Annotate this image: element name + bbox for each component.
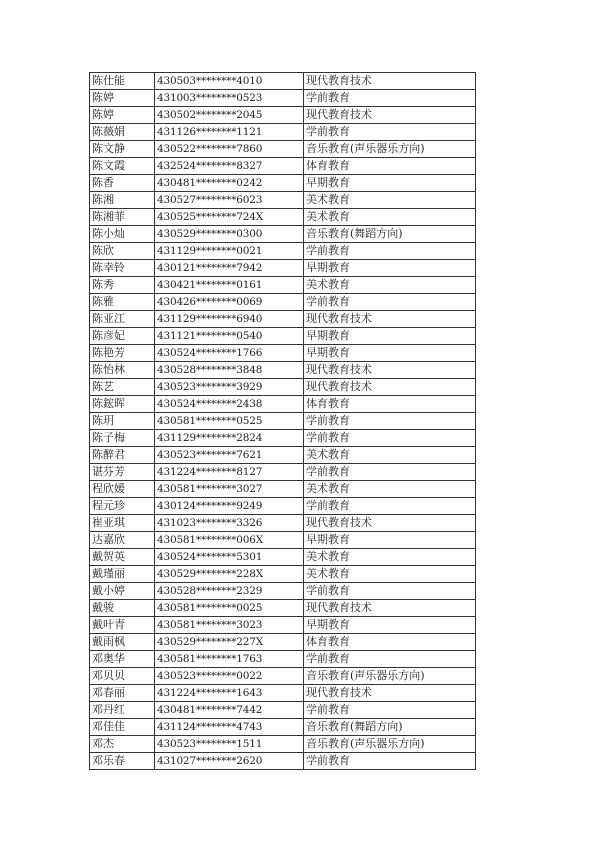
table-row <box>90 515 476 532</box>
major-cell: 美术教育 <box>304 447 476 464</box>
id-cell: 430581********3027 <box>155 481 304 498</box>
table-row <box>90 617 476 634</box>
name-cell: 戴小婷 <box>90 583 155 600</box>
major-cell: 音乐教育(舞蹈方向) <box>304 226 476 243</box>
table-row <box>90 243 476 260</box>
name-cell: 陈秀 <box>90 277 155 294</box>
table-row <box>90 294 476 311</box>
table-row <box>90 736 476 753</box>
major-cell: 音乐教育(声乐器乐方向) <box>304 736 476 753</box>
id-cell: 430523********3929 <box>155 379 304 396</box>
id-cell: 430581********006X <box>155 532 304 549</box>
table-row <box>90 702 476 719</box>
table-row <box>90 362 476 379</box>
name-cell: 达嘉欣 <box>90 532 155 549</box>
major-cell: 早期教育 <box>304 345 476 362</box>
major-cell: 学前教育 <box>304 430 476 447</box>
id-cell: 430529********0300 <box>155 226 304 243</box>
table-row <box>90 107 476 124</box>
name-cell: 陈婷 <box>90 107 155 124</box>
name-cell: 陈亚江 <box>90 311 155 328</box>
id-cell: 430481********7442 <box>155 702 304 719</box>
id-cell: 430502********2045 <box>155 107 304 124</box>
table-row <box>90 634 476 651</box>
name-cell: 陈鋐晖 <box>90 396 155 413</box>
table-row <box>90 481 476 498</box>
table-row <box>90 175 476 192</box>
id-cell: 430503********4010 <box>155 73 304 90</box>
major-cell: 学前教育 <box>304 583 476 600</box>
table-row <box>90 685 476 702</box>
major-cell: 现代教育技术 <box>304 73 476 90</box>
name-cell: 邓乐春 <box>90 753 155 770</box>
table-row <box>90 311 476 328</box>
name-cell: 陈仕能 <box>90 73 155 90</box>
id-cell: 431121********0540 <box>155 328 304 345</box>
name-cell: 陈文霞 <box>90 158 155 175</box>
id-cell: 431224********1643 <box>155 685 304 702</box>
table-row <box>90 651 476 668</box>
id-cell: 430527********6023 <box>155 192 304 209</box>
table-row <box>90 430 476 447</box>
table-row <box>90 464 476 481</box>
table-row <box>90 260 476 277</box>
id-cell: 430523********7621 <box>155 447 304 464</box>
id-cell: 431003********0523 <box>155 90 304 107</box>
name-cell: 陈彦妃 <box>90 328 155 345</box>
major-cell: 音乐教育(声乐器乐方向) <box>304 668 476 685</box>
name-cell: 陈湘菲 <box>90 209 155 226</box>
major-cell: 学前教育 <box>304 651 476 668</box>
id-cell: 430581********1763 <box>155 651 304 668</box>
major-cell: 现代教育技术 <box>304 685 476 702</box>
table-row <box>90 600 476 617</box>
name-cell: 戴贺英 <box>90 549 155 566</box>
table-body <box>90 73 476 770</box>
name-cell: 邓佳佳 <box>90 719 155 736</box>
major-cell: 学前教育 <box>304 124 476 141</box>
major-cell: 早期教育 <box>304 532 476 549</box>
name-cell: 陈玥 <box>90 413 155 430</box>
id-cell: 431129********2824 <box>155 430 304 447</box>
major-cell: 早期教育 <box>304 175 476 192</box>
table-row <box>90 413 476 430</box>
major-cell: 体育教育 <box>304 158 476 175</box>
table-row <box>90 73 476 90</box>
name-cell: 陈艺 <box>90 379 155 396</box>
major-cell: 学前教育 <box>304 753 476 770</box>
major-cell: 学前教育 <box>304 294 476 311</box>
table-row <box>90 158 476 175</box>
id-cell: 430523********1511 <box>155 736 304 753</box>
major-cell: 美术教育 <box>304 566 476 583</box>
major-cell: 早期教育 <box>304 260 476 277</box>
name-cell: 陈幸铃 <box>90 260 155 277</box>
name-cell: 陈小灿 <box>90 226 155 243</box>
student-table <box>89 72 476 770</box>
name-cell: 程欣媛 <box>90 481 155 498</box>
major-cell: 音乐教育(声乐器乐方向) <box>304 141 476 158</box>
id-cell: 430528********2329 <box>155 583 304 600</box>
major-cell: 学前教育 <box>304 702 476 719</box>
id-cell: 430525********724X <box>155 209 304 226</box>
id-cell: 430481********0242 <box>155 175 304 192</box>
table-row <box>90 141 476 158</box>
major-cell: 学前教育 <box>304 90 476 107</box>
major-cell: 体育教育 <box>304 396 476 413</box>
name-cell: 陈醉君 <box>90 447 155 464</box>
table-row <box>90 668 476 685</box>
table-row <box>90 328 476 345</box>
id-cell: 432524********8327 <box>155 158 304 175</box>
major-cell: 美术教育 <box>304 481 476 498</box>
table-row <box>90 277 476 294</box>
table-row <box>90 549 476 566</box>
id-cell: 431129********0021 <box>155 243 304 260</box>
major-cell: 现代教育技术 <box>304 379 476 396</box>
major-cell: 现代教育技术 <box>304 107 476 124</box>
table-row <box>90 532 476 549</box>
name-cell: 戴瑾丽 <box>90 566 155 583</box>
name-cell: 崔亚琪 <box>90 515 155 532</box>
name-cell: 戴骏 <box>90 600 155 617</box>
table-row <box>90 124 476 141</box>
major-cell: 学前教育 <box>304 498 476 515</box>
table-row <box>90 209 476 226</box>
name-cell: 邓杰 <box>90 736 155 753</box>
table-row <box>90 345 476 362</box>
name-cell: 陈文静 <box>90 141 155 158</box>
id-cell: 431027********2620 <box>155 753 304 770</box>
major-cell: 美术教育 <box>304 277 476 294</box>
major-cell: 现代教育技术 <box>304 515 476 532</box>
major-cell: 现代教育技术 <box>304 311 476 328</box>
name-cell: 邓春丽 <box>90 685 155 702</box>
table-row <box>90 90 476 107</box>
name-cell: 陈婷 <box>90 90 155 107</box>
major-cell: 体育教育 <box>304 634 476 651</box>
table-row <box>90 566 476 583</box>
table-row <box>90 396 476 413</box>
name-cell: 陈雅 <box>90 294 155 311</box>
id-cell: 430581********0525 <box>155 413 304 430</box>
table-row <box>90 753 476 770</box>
id-cell: 430529********227X <box>155 634 304 651</box>
major-cell: 早期教育 <box>304 328 476 345</box>
table-row <box>90 379 476 396</box>
table-row <box>90 447 476 464</box>
major-cell: 美术教育 <box>304 209 476 226</box>
name-cell: 陈湘 <box>90 192 155 209</box>
table-row <box>90 719 476 736</box>
id-cell: 430124********9249 <box>155 498 304 515</box>
name-cell: 戴雨枫 <box>90 634 155 651</box>
name-cell: 陈艳芳 <box>90 345 155 362</box>
name-cell: 陈薇娟 <box>90 124 155 141</box>
id-cell: 430426********0069 <box>155 294 304 311</box>
id-cell: 430581********3023 <box>155 617 304 634</box>
table-row <box>90 583 476 600</box>
name-cell: 邓奥华 <box>90 651 155 668</box>
major-cell: 音乐教育(舞蹈方向) <box>304 719 476 736</box>
id-cell: 430524********1766 <box>155 345 304 362</box>
major-cell: 现代教育技术 <box>304 362 476 379</box>
name-cell: 戴叶青 <box>90 617 155 634</box>
name-cell: 陈香 <box>90 175 155 192</box>
name-cell: 陈欣 <box>90 243 155 260</box>
name-cell: 程元珍 <box>90 498 155 515</box>
major-cell: 现代教育技术 <box>304 600 476 617</box>
major-cell: 学前教育 <box>304 243 476 260</box>
name-cell: 邓丹红 <box>90 702 155 719</box>
id-cell: 430522********7860 <box>155 141 304 158</box>
id-cell: 430524********2438 <box>155 396 304 413</box>
id-cell: 431126********1121 <box>155 124 304 141</box>
major-cell: 学前教育 <box>304 413 476 430</box>
id-cell: 430524********5301 <box>155 549 304 566</box>
id-cell: 430581********0025 <box>155 600 304 617</box>
id-cell: 431224********8127 <box>155 464 304 481</box>
major-cell: 学前教育 <box>304 464 476 481</box>
name-cell: 陈子梅 <box>90 430 155 447</box>
table-row <box>90 226 476 243</box>
major-cell: 美术教育 <box>304 549 476 566</box>
name-cell: 陈怡林 <box>90 362 155 379</box>
id-cell: 431023********3326 <box>155 515 304 532</box>
id-cell: 430529********228X <box>155 566 304 583</box>
major-cell: 早期教育 <box>304 617 476 634</box>
major-cell: 美术教育 <box>304 192 476 209</box>
id-cell: 430421********0161 <box>155 277 304 294</box>
id-cell: 430523********0022 <box>155 668 304 685</box>
name-cell: 邓贝贝 <box>90 668 155 685</box>
table-row <box>90 498 476 515</box>
table-row <box>90 192 476 209</box>
name-cell: 谌芬芳 <box>90 464 155 481</box>
id-cell: 431124********4743 <box>155 719 304 736</box>
id-cell: 431129********6940 <box>155 311 304 328</box>
id-cell: 430121********7942 <box>155 260 304 277</box>
id-cell: 430528********3848 <box>155 362 304 379</box>
